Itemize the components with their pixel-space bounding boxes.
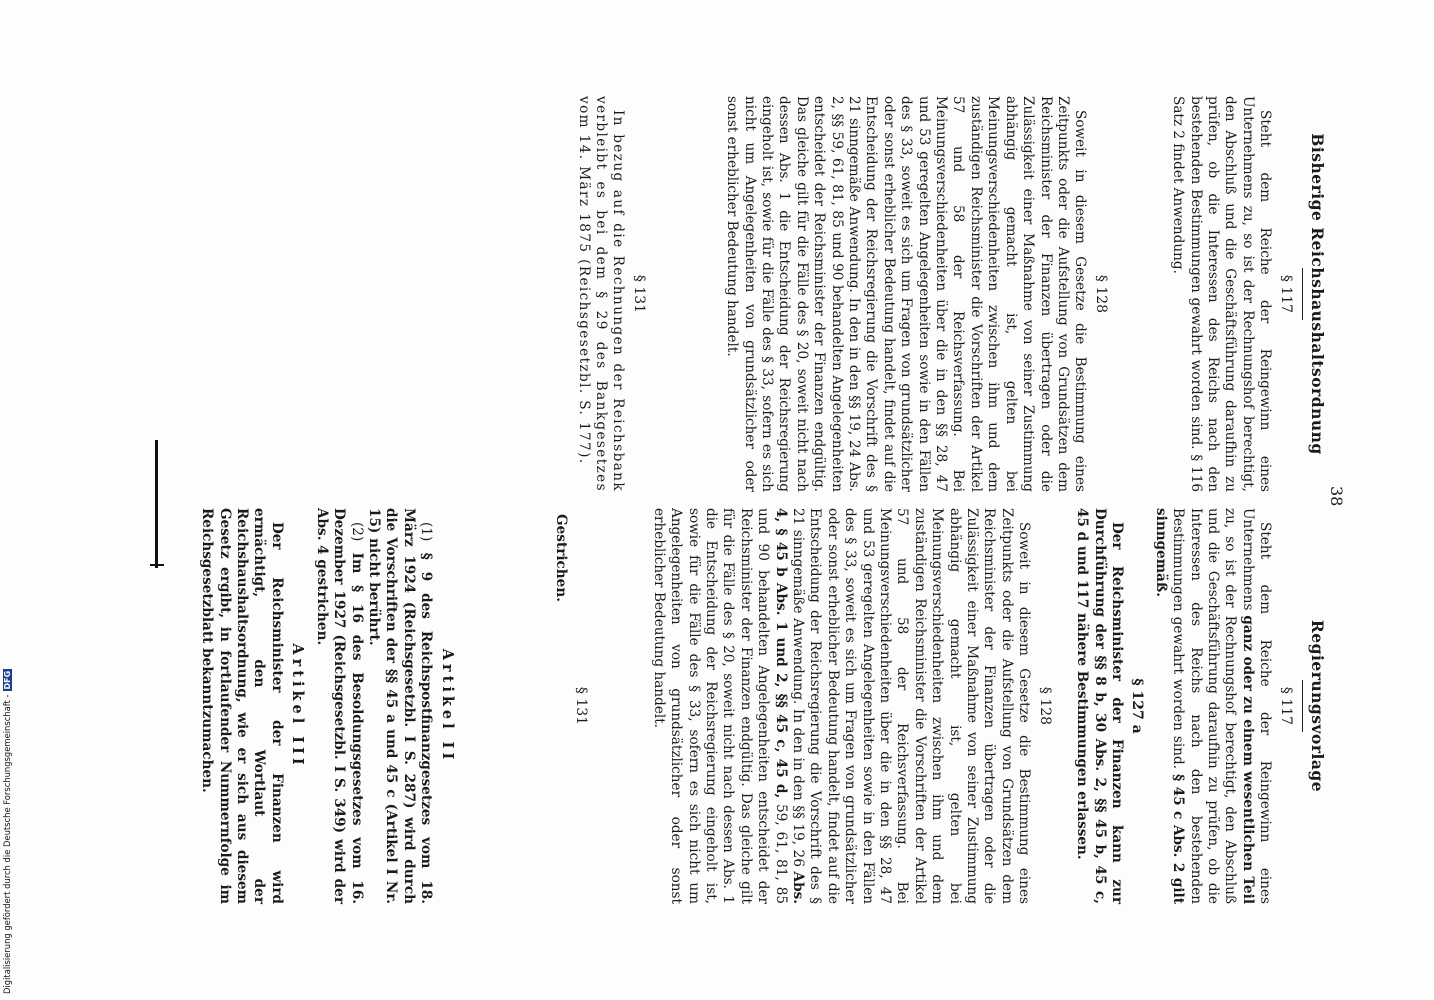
page-number: 38: [1327, 486, 1346, 507]
column-header-regierungsvorlage: Regierungsvorlage: [1308, 619, 1327, 793]
bold-run: Abs. 4, § 45 b Abs. 1 und 2, §§ 45 c, 45 d,: [772, 508, 807, 904]
text-run: Soweit in diesem Gesetze die Bestimmung eines Zeitpunkts oder die Aufstellung von Grundsätzen dem Reichsminister der Finanzen übertragen oder die Zulässigkeit einer Maßnahme von seiner Zustimmung abhängig gemacht ist, gelten bei Meinungsverschiedenheiten zwischen ihm und dem zuständigen Reichsminister die Vorschriften der Artikel 57 und 58 der Reichsverfassung. Bei Meinungsverschiedenheiten über die in den §§ 28, 47 und 53 geregelten Angelegenheiten sowie in den Fällen des § 33, soweit es sich um Fragen von grundsätzlicher oder sonst erheblicher Bedeutung handelt, findet auf die Entscheidung der Reichsregierung die Vorschrift des § 21 sinngemäße Anwendung. In den in den §§ 19, 26: [790, 508, 1033, 904]
section-131-heading: § 131: [630, 274, 647, 314]
article-2-paragraph-1: [365, 508, 435, 904]
section-117-heading: § 117: [1277, 274, 1294, 314]
column-regierungsvorlage: [198, 508, 1326, 904]
separator-bar: [155, 440, 158, 568]
column-bisherige: [574, 96, 1326, 492]
footer-text: Digitalisierung gefördert durch die Deutsche Forschungsgemeinschaft -: [2, 694, 12, 994]
section-131-text: Gestrichen.: [552, 514, 569, 602]
section-127a-text: Der Reichsminister der Finanzen kann zur Durchführung der §§ 8 b, 30 Abs. 2, §§ 45 b, 45 c, 45 d und 117 nähere Bestimmungen erlassen.: [1074, 508, 1125, 904]
text-run: (2): [348, 522, 365, 553]
section-128-text: Soweit in diesem Gesetze die Bestimmung eines Zeitpunkts oder die Aufstellung von Grundsätzen dem Reichsminister der Finanzen übertragen oder die Zulässigkeit einer Maßnahme von seiner Zustimmung abhängig gemacht ist, gelten bei Meinungsverschiedenheiten zwischen ihm und dem zuständigen Reichsminister die Vorschriften der Artikel 57 und 58 der Reichsverfassung. Bei Meinungsverschiedenheiten über die in den §§ 28, 47 und 53 geregelten Angelegenheiten sowie in den Fällen des § 33, soweit es sich um Fragen von grundsätzlicher oder sonst erheblicher Bedeutung handelt, findet auf die Entscheidung der Reichsregierung die Vorschrift des § 21 sinngemäße Anwendung. In den in den §§ 19, 24 Abs. 2, §§ 59, 61, 81, 85 und 90 behandelten Angelegenheiten entscheidet der Reichsminister der Finanzen endgültig. Das gleiche gilt für die Fälle des § 20, soweit nicht nach dessen Abs. 1 die Entscheidung der Reichsregierung eingeholt ist, sowie für die Fälle des § 33, sofern es sich nicht um Angelegenheiten von grundsätzlicher oder sonst erheblicher Bedeutung handelt.: [724, 96, 1089, 492]
section-127a-heading: § 127 a: [1129, 678, 1146, 734]
article-3-heading: Artikel III: [289, 643, 307, 769]
section-117-heading: § 117: [1277, 686, 1294, 726]
dfg-logo: DFG: [3, 670, 12, 690]
header-rule: [1302, 268, 1303, 320]
section-131-heading: § 131: [573, 686, 590, 726]
text-run: zu, so ist der Rechnungshof berechtigt, den Abschluß und die Geschäftsführung daraufhin zu prüfen, ob die Interessen des Reichs nach den bestehenden Bestimmungen gewahrt worden sind.: [1170, 508, 1239, 904]
section-117-text: [1151, 508, 1273, 904]
section-117-text: Steht dem Reiche der Reingewinn eines Unternehmens zu, so ist der Rechnungshof berechtigt, den Abschluß und die Geschäftsführung daraufhin zu prüfen, ob die Interessen des Reichs nach den bestehenden Bestimmungen gewahrt worden sind. § 116 Satz 2 findet Anwendung.: [1170, 96, 1274, 492]
bold-run: ganz oder zu einem wesentlichen Teil: [1239, 615, 1256, 904]
section-128-heading: § 128: [1092, 274, 1109, 314]
separator-tick: [150, 564, 164, 566]
section-131-text: In bezug auf die Rechnungen der Reichsbank verbleibt es bei dem § 29 des Bankgesetzes vom 14. März 1875 (Reichsgesetzbl. S. 177).: [575, 96, 627, 492]
text-run: 59, 61, 81, 85 und 90 behandelten Angelegenheiten entscheidet der Reichsminister der Finanzen endgültig. Das gleiche gilt für die Fälle des § 20, soweit nicht nach dessen Abs. 1 die Entscheidung der Reichsregierung eingeholt ist, sowie für die Fälle des § 33, sofern es sich nicht um Angelegenheiten von grundsätzlicher oder sonst erheblicher Bedeutung handelt.: [650, 508, 789, 905]
column-header-bisherige: Bisherige Reichshaushaltsordnung: [1308, 133, 1327, 455]
article-3-text: Der Reichsminister der Finanzen wird ermächtigt, den Wortlaut der Reichshaushaltsordnung, wie er sich aus diesem Gesetz ergibt, in fortlaufender Nummernfolge im Reichsgesetzblatt bekanntzumachen.: [199, 508, 285, 904]
bold-run: § 45 c Abs. 2 gilt sinngemäß.: [1152, 508, 1187, 904]
text-run: Steht dem Reiche der Reingewinn eines Unternehmens: [1239, 508, 1274, 904]
section-128-text: [649, 508, 1032, 904]
text-run: (1): [418, 522, 435, 553]
digitization-footer: [2, 669, 12, 994]
bold-run: Im § 16 des Besoldungsgesetzes vom 16. Dezember 1927 (Reichsgesetzbl. I S. 349) wird der Abs. 4 gestrichen.: [313, 508, 365, 905]
article-2-paragraph-2: [312, 508, 364, 904]
article-2-heading: Artikel II: [438, 648, 456, 764]
section-128-heading: § 128: [1036, 686, 1053, 726]
header-rule: [1302, 680, 1303, 732]
bold-run: § 9 des Reichspostfinanzgesetzes vom 18. März 1924 (Reichsgesetzbl. I S. 287) wird durch die Vorschriften der §§ 45 a und 45 c (Artikel I Nr. 15) nicht berührt.: [365, 508, 435, 904]
